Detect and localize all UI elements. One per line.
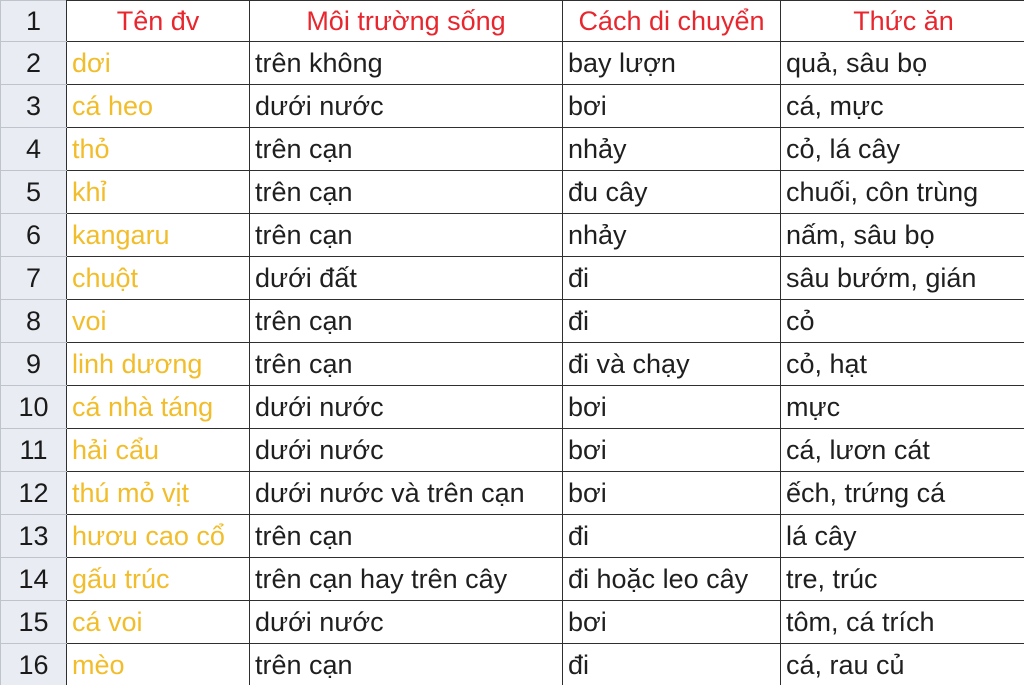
movement-cell[interactable]: bơi: [563, 386, 781, 429]
table-row: [1, 214, 1024, 257]
food-cell[interactable]: tôm, cá trích: [781, 601, 1024, 644]
habitat-cell[interactable]: trên cạn: [250, 128, 563, 171]
table-row: [1, 257, 1024, 300]
animal-name-cell[interactable]: mèo: [67, 644, 250, 685]
habitat-cell[interactable]: trên cạn: [250, 515, 563, 558]
row-number[interactable]: 2: [1, 42, 67, 85]
movement-cell[interactable]: bay lượn: [563, 42, 781, 85]
animal-name-cell[interactable]: thú mỏ vịt: [67, 472, 250, 515]
movement-cell[interactable]: đi: [563, 300, 781, 343]
habitat-cell[interactable]: dưới nước và trên cạn: [250, 472, 563, 515]
food-cell[interactable]: cá, rau củ: [781, 644, 1024, 685]
food-cell[interactable]: mực: [781, 386, 1024, 429]
table-row: [1, 343, 1024, 386]
table-row: [1, 128, 1024, 171]
row-number[interactable]: 12: [1, 472, 67, 515]
row-number[interactable]: 1: [1, 1, 67, 42]
habitat-cell[interactable]: trên không: [250, 42, 563, 85]
movement-cell[interactable]: đi và chạy: [563, 343, 781, 386]
animal-name-cell[interactable]: cá heo: [67, 85, 250, 128]
table-row: [1, 300, 1024, 343]
row-number[interactable]: 13: [1, 515, 67, 558]
table-row: [1, 644, 1024, 685]
habitat-cell[interactable]: trên cạn: [250, 300, 563, 343]
table-row: [1, 42, 1024, 85]
food-cell[interactable]: ếch, trứng cá: [781, 472, 1024, 515]
table-row: [1, 85, 1024, 128]
row-number[interactable]: 9: [1, 343, 67, 386]
animal-name-cell[interactable]: voi: [67, 300, 250, 343]
table-row: [1, 515, 1024, 558]
animal-name-cell[interactable]: dơi: [67, 42, 250, 85]
header-row: [1, 1, 1024, 42]
movement-cell[interactable]: nhảy: [563, 128, 781, 171]
animal-name-cell[interactable]: khỉ: [67, 171, 250, 214]
row-number[interactable]: 11: [1, 429, 67, 472]
habitat-cell[interactable]: dưới nước: [250, 386, 563, 429]
habitat-cell[interactable]: dưới nước: [250, 85, 563, 128]
food-cell[interactable]: chuối, côn trùng: [781, 171, 1024, 214]
animal-name-cell[interactable]: hải cẩu: [67, 429, 250, 472]
movement-cell[interactable]: bơi: [563, 429, 781, 472]
animal-name-cell[interactable]: kangaru: [67, 214, 250, 257]
food-cell[interactable]: tre, trúc: [781, 558, 1024, 601]
row-number[interactable]: 4: [1, 128, 67, 171]
food-cell[interactable]: cá, lươn cát: [781, 429, 1024, 472]
header-cell-animal-name[interactable]: Tên đv: [67, 1, 250, 42]
animal-name-cell[interactable]: chuột: [67, 257, 250, 300]
movement-cell[interactable]: đi: [563, 644, 781, 685]
table-row: [1, 386, 1024, 429]
movement-cell[interactable]: bơi: [563, 85, 781, 128]
row-number[interactable]: 8: [1, 300, 67, 343]
food-cell[interactable]: cỏ: [781, 300, 1024, 343]
movement-cell[interactable]: đi: [563, 515, 781, 558]
movement-cell[interactable]: đu cây: [563, 171, 781, 214]
habitat-cell[interactable]: trên cạn hay trên cây: [250, 558, 563, 601]
habitat-cell[interactable]: dưới nước: [250, 601, 563, 644]
row-number[interactable]: 10: [1, 386, 67, 429]
header-cell-movement[interactable]: Cách di chuyển: [563, 1, 781, 42]
food-cell[interactable]: nấm, sâu bọ: [781, 214, 1024, 257]
table-row: [1, 601, 1024, 644]
animal-name-cell[interactable]: linh dương: [67, 343, 250, 386]
row-number[interactable]: 3: [1, 85, 67, 128]
animal-name-cell[interactable]: cá voi: [67, 601, 250, 644]
food-cell[interactable]: cá, mực: [781, 85, 1024, 128]
row-number[interactable]: 15: [1, 601, 67, 644]
table-row: [1, 171, 1024, 214]
animal-name-cell[interactable]: thỏ: [67, 128, 250, 171]
habitat-cell[interactable]: trên cạn: [250, 644, 563, 685]
movement-cell[interactable]: bơi: [563, 472, 781, 515]
habitat-cell[interactable]: trên cạn: [250, 171, 563, 214]
food-cell[interactable]: quả, sâu bọ: [781, 42, 1024, 85]
table-row: [1, 472, 1024, 515]
movement-cell[interactable]: đi hoặc leo cây: [563, 558, 781, 601]
food-cell[interactable]: cỏ, hạt: [781, 343, 1024, 386]
header-cell-food[interactable]: Thức ăn: [781, 1, 1024, 42]
table-row: [1, 429, 1024, 472]
row-number[interactable]: 14: [1, 558, 67, 601]
animal-name-cell[interactable]: cá nhà táng: [67, 386, 250, 429]
row-number[interactable]: 16: [1, 644, 67, 685]
habitat-cell[interactable]: dưới nước: [250, 429, 563, 472]
row-number[interactable]: 6: [1, 214, 67, 257]
food-cell[interactable]: sâu bướm, gián: [781, 257, 1024, 300]
habitat-cell[interactable]: dưới đất: [250, 257, 563, 300]
food-cell[interactable]: lá cây: [781, 515, 1024, 558]
animal-name-cell[interactable]: gấu trúc: [67, 558, 250, 601]
movement-cell[interactable]: bơi: [563, 601, 781, 644]
table-row: [1, 558, 1024, 601]
header-cell-habitat[interactable]: Môi trường sống: [250, 1, 563, 42]
row-number[interactable]: 5: [1, 171, 67, 214]
movement-cell[interactable]: nhảy: [563, 214, 781, 257]
habitat-cell[interactable]: trên cạn: [250, 343, 563, 386]
habitat-cell[interactable]: trên cạn: [250, 214, 563, 257]
row-number[interactable]: 7: [1, 257, 67, 300]
animal-name-cell[interactable]: hươu cao cổ: [67, 515, 250, 558]
food-cell[interactable]: cỏ, lá cây: [781, 128, 1024, 171]
movement-cell[interactable]: đi: [563, 257, 781, 300]
